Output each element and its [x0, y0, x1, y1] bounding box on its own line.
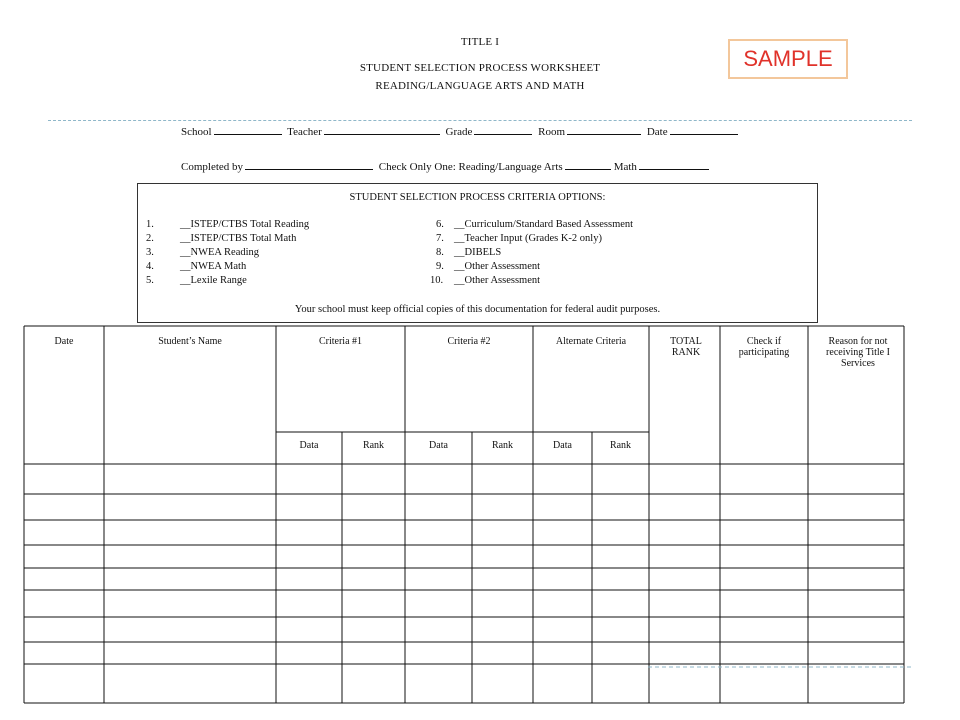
- criteria-option-8: 8. __DIBELS: [436, 247, 502, 258]
- table-row[interactable]: [24, 617, 904, 642]
- room-label: Room: [538, 126, 566, 138]
- subheader-rank-1: Rank: [362, 440, 385, 451]
- table-row[interactable]: [24, 545, 904, 568]
- date-label: Date: [646, 126, 668, 138]
- subheader-rank-3: Rank: [609, 440, 632, 451]
- criteria-option-10: 10. __Other Assessment: [430, 275, 541, 286]
- criteria-option-3: 3. __NWEA Reading: [146, 247, 260, 258]
- criteria-option-7: 7. __Teacher Input (Grades K-2 only): [436, 233, 602, 244]
- worksheet-title: STUDENT SELECTION PROCESS WORKSHEET: [359, 62, 601, 74]
- table-row[interactable]: [24, 520, 904, 545]
- math-label: Math: [613, 161, 637, 173]
- col-header-check: Check if participating: [738, 336, 790, 358]
- table-row[interactable]: [24, 590, 904, 617]
- table-row[interactable]: [24, 464, 904, 494]
- col-header-student-name: Student’s Name: [158, 336, 222, 347]
- criteria-option-6: 6. __Curriculum/Standard Based Assessment: [436, 219, 634, 230]
- col-header-date: Date: [54, 336, 74, 347]
- criteria-option-1: 1. __ISTEP/CTBS Total Reading: [146, 219, 310, 230]
- col-header-criteria-1: Criteria #1: [318, 336, 363, 347]
- criteria-option-2: 2. __ISTEP/CTBS Total Math: [146, 233, 297, 244]
- subheader-data-1: Data: [299, 440, 319, 451]
- subheader-data-3: Data: [553, 440, 572, 451]
- criteria-option-4: 4. __NWEA Math: [146, 261, 247, 272]
- table-row[interactable]: [24, 568, 904, 590]
- subject-title: READING/LANGUAGE ARTS AND MATH: [375, 80, 585, 92]
- sample-stamp: SAMPLE: [728, 39, 848, 79]
- grade-label: Grade: [445, 126, 473, 138]
- table-row[interactable]: [24, 494, 904, 520]
- subheader-data-2: Data: [429, 440, 448, 451]
- school-label: School: [181, 126, 212, 138]
- table-row[interactable]: [24, 642, 904, 664]
- col-header-total-rank: TOTAL RANK: [670, 336, 702, 358]
- document-title: TITLE I: [460, 36, 500, 48]
- col-header-alternate: Alternate Criteria: [555, 336, 627, 347]
- col-header-reason: Reason for not receiving Title I Services: [826, 336, 890, 369]
- subheader-rank-2: Rank: [491, 440, 514, 451]
- criteria-option-9: 9. __Other Assessment: [436, 261, 541, 272]
- check-label: Check Only One: Reading/Language Arts: [378, 161, 563, 173]
- criteria-heading: STUDENT SELECTION PROCESS CRITERIA OPTIONS:: [349, 192, 606, 203]
- teacher-label: Teacher: [287, 126, 322, 138]
- criteria-option-5: 5. __Lexile Range: [146, 275, 247, 286]
- completed-label: Completed by: [181, 161, 244, 173]
- audit-note: Your school must keep official copies of this documentation for federal audit purposes.: [294, 304, 661, 315]
- col-header-criteria-2: Criteria #2: [447, 336, 491, 347]
